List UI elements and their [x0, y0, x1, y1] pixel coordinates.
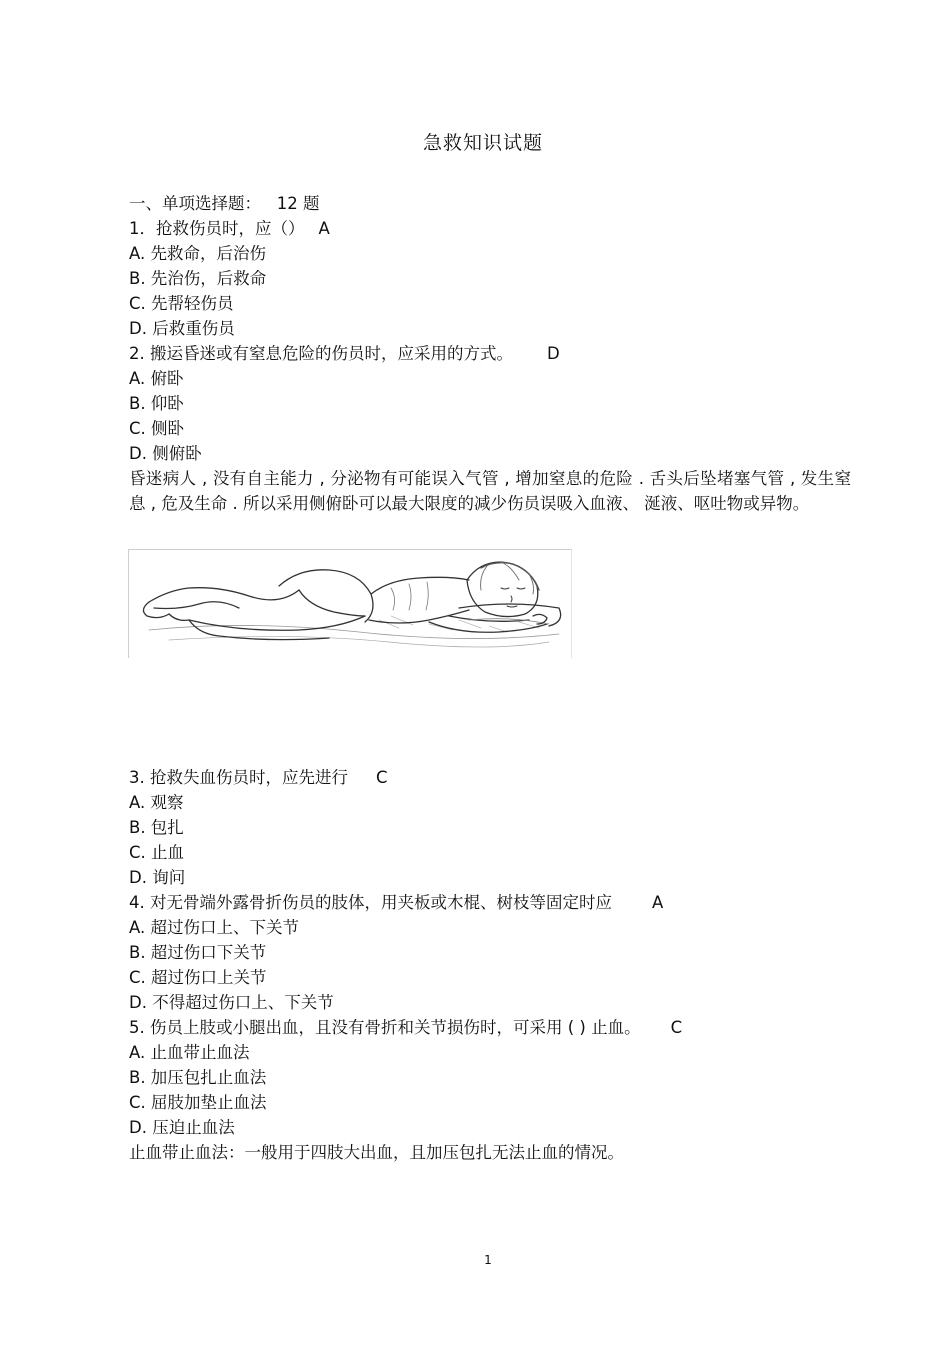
questions-block-1 — [129, 191, 859, 516]
question-3-option-d: D. 询问 — [129, 868, 186, 887]
question-4-option-c: C. 超过伤口上关节 — [129, 968, 267, 987]
question-1-option-d: D. 后救重伤员 — [129, 319, 235, 338]
question-2-option-c: C. 侧卧 — [129, 419, 185, 438]
page-title: 急救知识试题 — [422, 132, 543, 154]
question-5-option-b: B. 加压包扎止血法 — [129, 1068, 267, 1087]
question-1-stem: 1．抢救伤员时，应（） — [129, 219, 305, 238]
question-5-option-c: C. 屈肢加垫止血法 — [129, 1093, 267, 1112]
question-2-stem: 2. 搬运昏迷或有窒息危险的伤员时，应采用的方式。 — [129, 344, 513, 363]
question-4-stem: 4. 对无骨端外露骨折伤员的肢体，用夹板或木棍、树枝等固定时应 — [129, 893, 612, 912]
question-2 — [129, 341, 859, 516]
question-4-option-b: B. 超过伤口下关节 — [129, 943, 267, 962]
question-5-option-d: D. 压迫止血法 — [129, 1118, 235, 1137]
question-2-explanation: 昏迷病人 , 没有自主能力 , 分泌物有可能误入气管 , 增加窒息的危险 . 舌头后坠堵塞气管 , 发生窒息 , 危及生命 . 所以采用侧俯卧可以最大限度的减少伤员误吸入血液、 涎液、呕吐物或异物。 — [129, 469, 851, 513]
question-2-option-d: D. 侧俯卧 — [129, 444, 202, 463]
question-4-option-a: A. 超过伤口上、下关节 — [129, 918, 299, 937]
question-1-answer: A — [318, 219, 330, 238]
question-5-explanation: 止血带止血法：一般用于四肢大出血，且加压包扎无法止血的情况。 — [129, 1143, 624, 1162]
question-5-option-a: A. 止血带止血法 — [129, 1043, 250, 1062]
section-header: 一、单项选择题： 12 题 — [129, 194, 320, 213]
question-1-option-b: B. 先治伤，后救命 — [129, 269, 267, 288]
question-4 — [129, 890, 859, 1015]
question-5-answer: C — [670, 1018, 683, 1037]
question-3-option-a: A. 观察 — [129, 793, 184, 812]
question-3-answer: C — [376, 768, 388, 787]
lying-person-sketch — [129, 550, 571, 658]
question-5 — [129, 1015, 859, 1165]
question-3-option-b: B. 包扎 — [129, 818, 184, 837]
recovery-position-illustration — [128, 549, 572, 658]
question-3 — [129, 765, 859, 890]
question-2-answer: D — [547, 344, 560, 363]
question-4-option-d: D. 不得超过伤口上、下关节 — [129, 993, 334, 1012]
page-number: 1 — [484, 1253, 492, 1267]
question-1-option-c: C. 先帮轻伤员 — [129, 294, 234, 313]
question-3-stem: 3. 抢救失血伤员时，应先进行 — [129, 768, 348, 787]
questions-block-2 — [129, 765, 859, 1165]
question-3-option-c: C. 止血 — [129, 843, 185, 862]
question-1 — [129, 216, 859, 341]
question-5-stem: 5. 伤员上肢或小腿出血，且没有骨折和关节损伤时，可采用 ( ) 止血。 — [129, 1018, 641, 1037]
question-2-option-a: A. 俯卧 — [129, 369, 184, 388]
question-1-option-a: A. 先救命，后治伤 — [129, 244, 266, 263]
question-2-option-b: B. 仰卧 — [129, 394, 184, 413]
question-4-answer: A — [652, 893, 664, 912]
